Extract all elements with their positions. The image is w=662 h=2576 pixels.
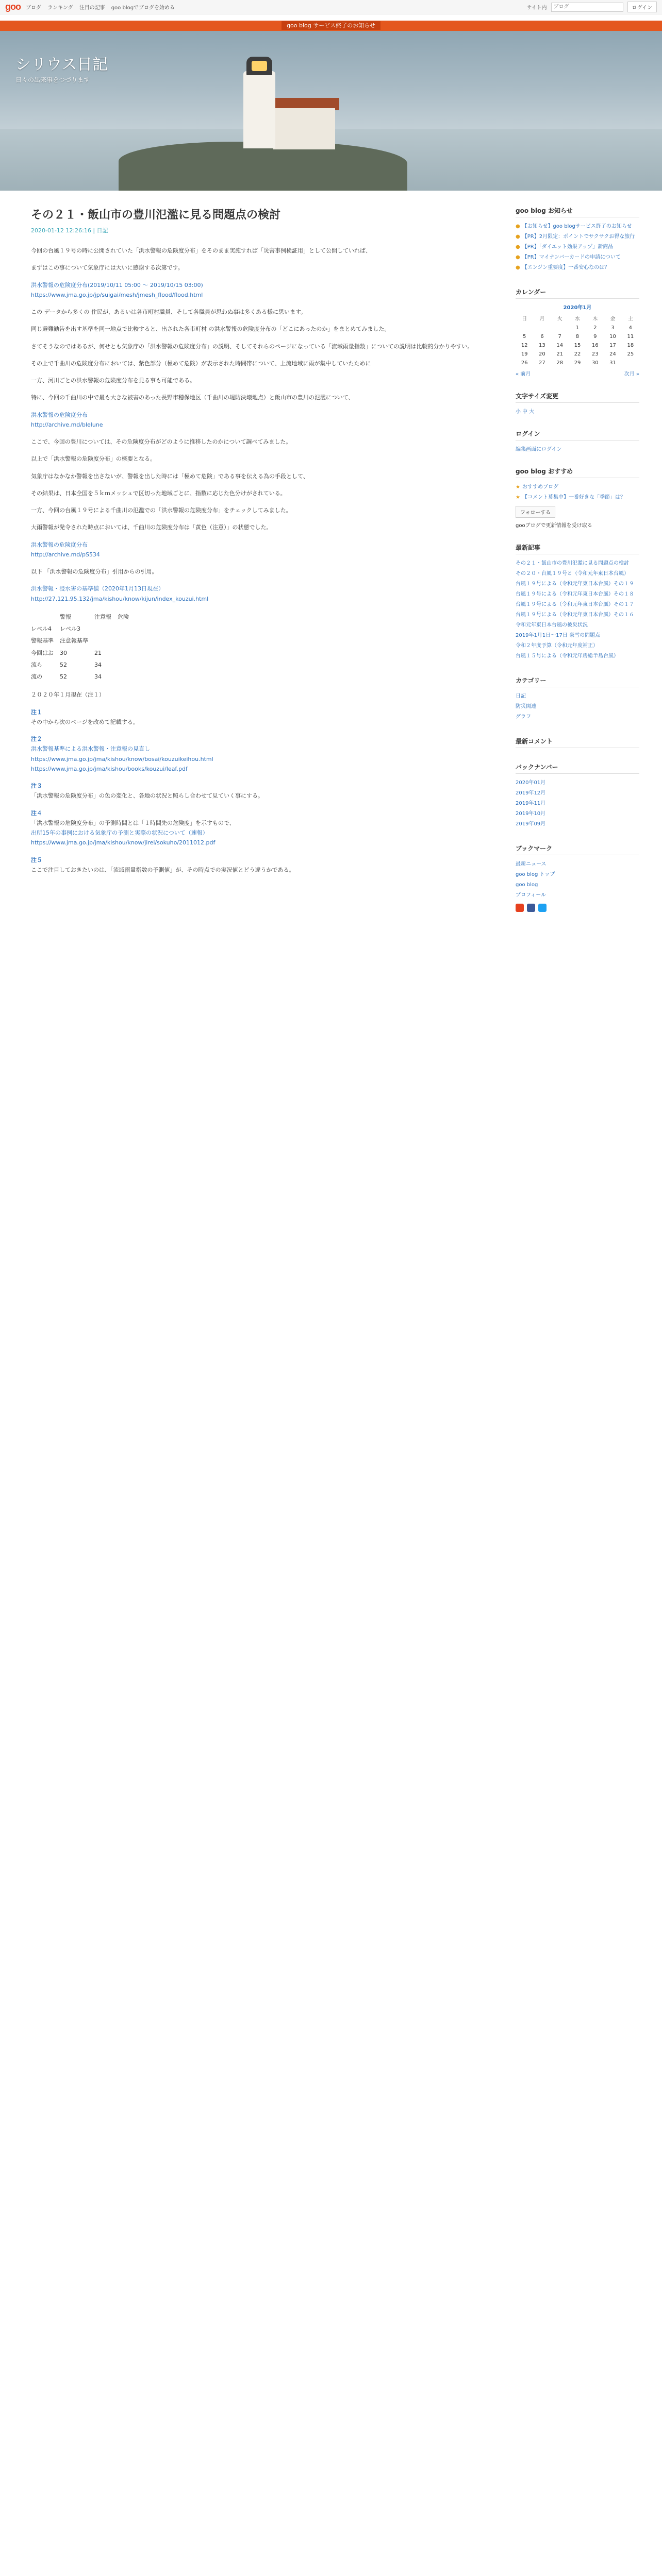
calendar-day[interactable]: 15 xyxy=(574,343,581,348)
table-cell: レベル3 xyxy=(60,625,80,632)
twitter-icon[interactable] xyxy=(538,904,547,912)
bell-icon: ● xyxy=(516,265,520,270)
article-paragraph: さてそうなのではあるが、何せとも気象庁の「洪水警報の危険度分布」の説明、そしてそれらのページになっている「流域雨量指数」についての説明は比較的分かりやすい。 xyxy=(31,343,473,350)
recent-article-item[interactable]: 台風１９号による（令和元年東日本台風）その１６ xyxy=(516,612,634,618)
calendar-day-header: 月 xyxy=(539,316,545,322)
calendar-day[interactable]: 14 xyxy=(556,343,564,348)
recent-article-item[interactable]: 令和元年東日本台風の被災状況 xyxy=(516,622,588,628)
article-paragraph: 同じ避難勧告を出す基準を同一地点で比較すると、出された各市町村 の洪水警報の危険度分布の「どこにあったのか」をまとめてみました。 xyxy=(31,326,390,333)
calendar-prev-link[interactable]: « 前月 xyxy=(516,371,531,377)
banner-rock xyxy=(119,142,407,191)
calendar-day[interactable]: 20 xyxy=(539,351,545,357)
recent-article-item[interactable]: 台風１９号による（令和元年東日本台風）その１７ xyxy=(516,602,634,607)
calendar-day[interactable]: 31 xyxy=(609,360,616,366)
table-row xyxy=(31,635,135,647)
table-cell: 52 xyxy=(60,661,67,668)
share-icons xyxy=(516,904,639,912)
search-scope[interactable]: サイト内 xyxy=(526,5,547,11)
widget-bookmark xyxy=(516,844,639,912)
calendar-day[interactable]: 27 xyxy=(539,360,545,366)
calendar-month: 2020年1月 xyxy=(563,305,592,311)
bell-icon: ● xyxy=(516,234,520,240)
table-header-cell xyxy=(31,611,60,623)
article-paragraph: ここで、今回の豊川については、その危険度分布がどのように推移したのかについて調べてみました。 xyxy=(31,438,292,445)
article-link[interactable]: 洪水警報の危険度分布 xyxy=(31,411,88,418)
article-link[interactable]: https://www.jma.go.jp/jma/kishou/know/bosai/kouzuikeihou.html xyxy=(31,755,213,762)
table-cell: 34 xyxy=(94,673,102,680)
calendar-next-link[interactable]: 次月 » xyxy=(624,371,639,377)
table-cell: 流ら xyxy=(31,661,42,668)
section-text: ここで注目しておきたいのは、「流域雨量指数の予測値」が、その時点での実況値とどう違うかである。 xyxy=(31,866,295,873)
bell-icon: ● xyxy=(516,244,520,250)
calendar-nav xyxy=(516,369,639,377)
bell-icon: ● xyxy=(516,224,520,229)
top-bar xyxy=(0,0,662,14)
widget-title: 最新記事 xyxy=(516,543,639,554)
calendar-day[interactable]: 9 xyxy=(593,334,597,340)
goo-icon[interactable] xyxy=(516,904,524,912)
article-link[interactable]: 出所15年の事例における気象庁の予測と実際の状況について（速報） xyxy=(31,829,208,836)
backnumber-item[interactable]: 2019年09月 xyxy=(516,821,546,827)
article-paragraph: 一方、河川ごとの洪水警報の危険度分布を見る事も可能である。 xyxy=(31,377,195,384)
article-paragraph: 特に、今回の千曲川の中で最も大きな被害のあった長野市穂保地区（千曲川の堤防決壊地点）と飯山市の豊川の氾濫について、 xyxy=(31,394,354,401)
service-notice-bar xyxy=(0,21,662,31)
article-paragraph: 以下 「洪水警報の危険度分布」引用からの引用。 xyxy=(31,568,158,575)
table-row xyxy=(31,647,135,659)
category-item[interactable]: グラフ xyxy=(516,714,531,720)
calendar-week xyxy=(516,332,639,341)
calendar xyxy=(516,313,639,367)
calendar-day[interactable]: 28 xyxy=(556,360,564,366)
category-item[interactable]: 防災関連 xyxy=(516,704,536,709)
calendar-day[interactable]: 4 xyxy=(628,325,633,331)
calendar-day[interactable]: 30 xyxy=(591,360,599,366)
widget-title: goo blog お知らせ xyxy=(516,206,639,217)
bookmark-item[interactable]: 最新ニュース xyxy=(516,861,547,867)
table-cell: 21 xyxy=(94,649,102,656)
widget-backnumber xyxy=(516,762,639,829)
calendar-day[interactable]: 13 xyxy=(539,343,545,348)
article-link[interactable]: https://www.jma.go.jp/jma/kishou/books/kouzui/leaf.pdf xyxy=(31,765,188,772)
widget-font-size xyxy=(516,392,639,415)
widget-categories xyxy=(516,676,639,722)
widget-recommend xyxy=(516,467,639,529)
calendar-week xyxy=(516,350,639,359)
nav-item-featured[interactable]: 注目の記事 xyxy=(79,5,105,11)
section-heading: 注４ xyxy=(31,809,42,817)
widget-title: ブックマーク xyxy=(516,844,639,855)
article-body xyxy=(31,246,495,875)
widget-recent-articles xyxy=(516,543,639,662)
widget-title: バックナンバー xyxy=(516,762,639,774)
section-heading: 注１ xyxy=(31,708,42,716)
table-header-cell: 注意報 xyxy=(94,613,111,620)
table-cell: レベル4 xyxy=(31,625,52,632)
calendar-day[interactable]: 23 xyxy=(591,351,599,357)
nav-item-blog[interactable]: ブログ xyxy=(26,5,41,11)
article-paragraph: 大雨警報が発令された時点においては、千曲川の危険度分布は「黄色（注意）」の状態でした。 xyxy=(31,524,272,531)
widget-title: カレンダー xyxy=(516,287,639,299)
backnumber-item[interactable]: 2019年12月 xyxy=(516,790,546,796)
section-text: その中から次のページを改めて記載する。 xyxy=(31,718,139,725)
star-icon: ★ xyxy=(516,484,520,490)
widget-recent-comments xyxy=(516,737,639,748)
table-header-cell: 危険 xyxy=(118,613,129,620)
banner-lamp-light xyxy=(252,61,267,71)
table-cell: 注意報基準 xyxy=(60,637,88,645)
main-content xyxy=(31,206,495,882)
table-cell: 30 xyxy=(60,649,67,656)
sidebar xyxy=(516,206,639,926)
header-banner xyxy=(0,31,662,191)
bell-icon: ● xyxy=(516,255,520,260)
blog-description: 日々の出来事をつづります xyxy=(15,76,90,83)
widget-title: 文字サイズ変更 xyxy=(516,392,639,403)
top-right xyxy=(526,2,657,12)
recent-article-item[interactable]: 台風１９号による（令和元年東日本台風）その１９ xyxy=(516,581,634,587)
calendar-day[interactable]: 3 xyxy=(611,325,615,331)
backnumber-item[interactable]: 2019年10月 xyxy=(516,811,546,817)
recent-article-item[interactable]: 令和２年度予算（令和元年度補正） xyxy=(516,643,598,649)
calendar-day[interactable]: 25 xyxy=(627,351,634,357)
calendar-day-header: 木 xyxy=(592,316,598,322)
recommend-item[interactable]: ★ おすすめブログ xyxy=(516,484,559,490)
notice-item[interactable]: ● 【PR】「ダイエット効果アップ」新商品 xyxy=(516,244,614,250)
table-header-row xyxy=(31,611,135,623)
backnumber-item[interactable]: 2019年11月 xyxy=(516,801,546,806)
table-cell: 流の xyxy=(31,673,42,680)
login-button[interactable]: ログイン xyxy=(627,2,657,12)
recent-article-item[interactable]: 台風１９号による（令和元年東日本台風）その１８ xyxy=(516,591,634,597)
widget-calendar xyxy=(516,287,639,377)
recent-article-item[interactable]: 2019年1月1日～17日 豪雪の問題点 xyxy=(516,633,601,638)
font-size-options[interactable]: 小 中 大 xyxy=(516,409,535,415)
calendar-day[interactable] xyxy=(622,359,639,367)
calendar-day[interactable]: 11 xyxy=(627,334,634,340)
article-link[interactable]: http://archive.md/blelune xyxy=(31,421,103,428)
calendar-day[interactable]: 5 xyxy=(522,334,526,340)
calendar-day[interactable]: 8 xyxy=(575,334,580,340)
calendar-day[interactable]: 29 xyxy=(574,360,581,366)
article-link[interactable]: https://www.jma.go.jp/jp/suigai/mesh/jmesh_flood/flood.html xyxy=(31,291,203,298)
calendar-day[interactable]: 21 xyxy=(556,351,564,357)
calendar-week xyxy=(516,324,639,332)
calendar-day[interactable]: 7 xyxy=(558,334,561,340)
bookmark-item[interactable]: goo blog トップ xyxy=(516,872,555,877)
article-link[interactable]: https://www.jma.go.jp/jma/kishou/know/jirei/sokuho/2011012.pdf xyxy=(31,839,216,846)
calendar-day[interactable]: 1 xyxy=(575,325,580,331)
calendar-week xyxy=(516,341,639,350)
banner-house xyxy=(273,108,335,149)
warning-criteria-table xyxy=(31,611,135,683)
section-heading: 注５ xyxy=(31,856,42,863)
calendar-day-header: 水 xyxy=(574,316,580,322)
calendar-day-header: 金 xyxy=(610,316,616,322)
backnumber-item[interactable]: 2020年01月 xyxy=(516,780,546,786)
blog-title[interactable]: シリウス日記 xyxy=(15,56,108,74)
widget-login xyxy=(516,429,639,452)
category-item[interactable]: 日記 xyxy=(516,693,526,699)
recent-article-item[interactable]: 台風１５号による（令和元年房総半島台風） xyxy=(516,653,619,659)
table-row xyxy=(31,623,135,635)
nav-item-ranking[interactable]: ランキング xyxy=(47,5,73,11)
section-heading: 注３ xyxy=(31,783,42,789)
calendar-day[interactable]: 10 xyxy=(609,334,616,340)
notice-item[interactable]: ● 【PR】マイナンバーカードの申請について xyxy=(516,255,621,260)
calendar-day-header: 日 xyxy=(522,316,527,322)
calendar-day[interactable] xyxy=(516,324,533,332)
table-note: ２０２０年１月現在（注１） xyxy=(31,691,105,699)
article-link[interactable]: 洪水警報の危険度分布 xyxy=(31,541,88,548)
follow-note: gooブログで更新情報を受け取る xyxy=(516,523,592,529)
notice-item[interactable]: ● 【お知らせ】goo blogサービス終了のお知らせ xyxy=(516,224,632,229)
table-cell: 52 xyxy=(60,673,67,680)
table-cell: 今回はお xyxy=(31,649,54,656)
search-input[interactable] xyxy=(551,3,623,12)
recent-article-item[interactable]: その２１・飯山市の豊川氾濫に見る問題点の検討 xyxy=(516,561,629,566)
article-paragraph: 一方、今回の台風１９号による千曲川の氾濫での「洪水警報の危険度分布」をチェックしてみました。 xyxy=(31,507,292,514)
recommend-item[interactable]: ★ 【コメント募集中】一番好きな「季節」は？ xyxy=(516,495,625,500)
calendar-day[interactable]: 6 xyxy=(540,334,544,340)
section-text: 「洪水警報の危険度分布」の色の変化と、各地の状況と照らし合わせて見ていく事にする。 xyxy=(31,792,263,800)
widget-title: goo blog おすすめ xyxy=(516,467,639,478)
section-text: 「洪水警報の危険度分布」の予測時間とは「１時間先の危険度」を示すもので、 xyxy=(31,819,235,826)
article-paragraph: この データから多くの 住民が、あるいは各市町村職員、そして各職員が思わぬ事は多くある様に思います。 xyxy=(31,309,307,315)
calendar-day[interactable] xyxy=(533,324,551,332)
nav-item-start-blog[interactable]: goo blogでブログを始める xyxy=(111,5,175,11)
article-link[interactable]: 洪水警報の危険度分布(2019/10/11 05:00 ～ 2019/10/15 03:00) xyxy=(31,281,203,289)
table-cell: 34 xyxy=(94,661,102,668)
article-paragraph: その上で千曲川の危険度分布においては、紫色部分（極めて危険）が表示された時間帯について、上流地域に雨が集中していたために xyxy=(31,360,371,367)
table-row xyxy=(31,659,135,671)
article-paragraph: 以上で「洪水警報の危険度分布」の概要となる。 xyxy=(31,455,156,463)
table-row xyxy=(31,671,135,683)
article-link[interactable]: 洪水警報・浸水害の基準値（2020年1月13日現在） xyxy=(31,585,164,592)
recent-article-item[interactable]: その２０・台風１９号と（令和元年東日本台風） xyxy=(516,571,629,577)
facebook-icon[interactable] xyxy=(527,904,535,912)
calendar-header-row xyxy=(516,313,639,324)
notice-item[interactable]: ● 【PR】2月限定：ポイントでサクサクお得な旅行 xyxy=(516,234,635,240)
article-link[interactable]: http://27.121.95.132/jma/kishou/know/kijun/index_kouzui.html xyxy=(31,595,209,602)
calendar-day[interactable]: 18 xyxy=(627,343,634,348)
article-title[interactable]: その２１・飯山市の豊川氾濫に見る問題点の検討 xyxy=(31,209,281,222)
follow-button[interactable]: フォローする xyxy=(516,506,555,518)
calendar-day[interactable]: 2 xyxy=(593,325,597,331)
calendar-day[interactable]: 22 xyxy=(574,351,581,357)
banner-lighthouse xyxy=(243,71,275,148)
notice-item[interactable]: ● 【エンジン重要度】一番安心なのは？ xyxy=(516,265,610,270)
article-paragraph: まずはこの事について気象庁には大いに感謝する次第です。 xyxy=(31,264,184,272)
service-notice-link[interactable]: goo blog サービス終了のお知らせ xyxy=(282,21,380,30)
calendar-day[interactable]: 24 xyxy=(609,351,616,357)
article-link[interactable]: http://archive.md/pS534 xyxy=(31,551,100,558)
widget-title: 最新コメント xyxy=(516,737,639,748)
widget-title: カテゴリー xyxy=(516,676,639,687)
bookmark-item[interactable]: プロフィール xyxy=(516,892,546,898)
goo-logo[interactable]: goo xyxy=(5,2,21,12)
bookmark-item[interactable]: goo blog xyxy=(516,882,538,888)
calendar-week xyxy=(516,359,639,367)
article-paragraph: その結果は、日本全国を５ｋｍメッシュで区切った地域ごとに、指数に応じた色分けがされている。 xyxy=(31,489,286,497)
widget-goo-notice xyxy=(516,206,639,273)
calendar-day[interactable]: 26 xyxy=(521,360,528,366)
table-header-cell: 警報 xyxy=(60,613,71,620)
calendar-day[interactable] xyxy=(551,324,569,332)
calendar-day[interactable]: 16 xyxy=(591,343,599,348)
widget-title: ログイン xyxy=(516,429,639,440)
edit-login-link[interactable]: 編集画面にログイン xyxy=(516,447,562,452)
calendar-day[interactable]: 17 xyxy=(609,343,616,348)
section-text[interactable]: 洪水警報基準による洪水警報・注意報の見直し xyxy=(31,745,150,753)
article-paragraph: 気象庁はなかなか警報を出さないが、警報を出した時には「極めて危険」である事を伝える為の手段として、 xyxy=(31,472,309,480)
calendar-day-header: 土 xyxy=(627,316,633,322)
star-icon: ★ xyxy=(516,495,520,500)
article-date[interactable]: 2020-01-12 12:26:16 | 日記 xyxy=(31,227,108,234)
calendar-day-header: 火 xyxy=(557,316,562,322)
table-cell: 警報基準 xyxy=(31,637,54,645)
section-heading: 注２ xyxy=(31,736,42,742)
article-paragraph: 今回の台風１９号の時に公開されていた「洪水警報の危険度分布」をそのまま実施すれば「災害事例検証用」として公開していれば、 xyxy=(31,247,371,254)
calendar-day[interactable]: 12 xyxy=(521,343,528,348)
top-nav xyxy=(26,3,175,11)
calendar-day[interactable]: 19 xyxy=(521,351,528,357)
